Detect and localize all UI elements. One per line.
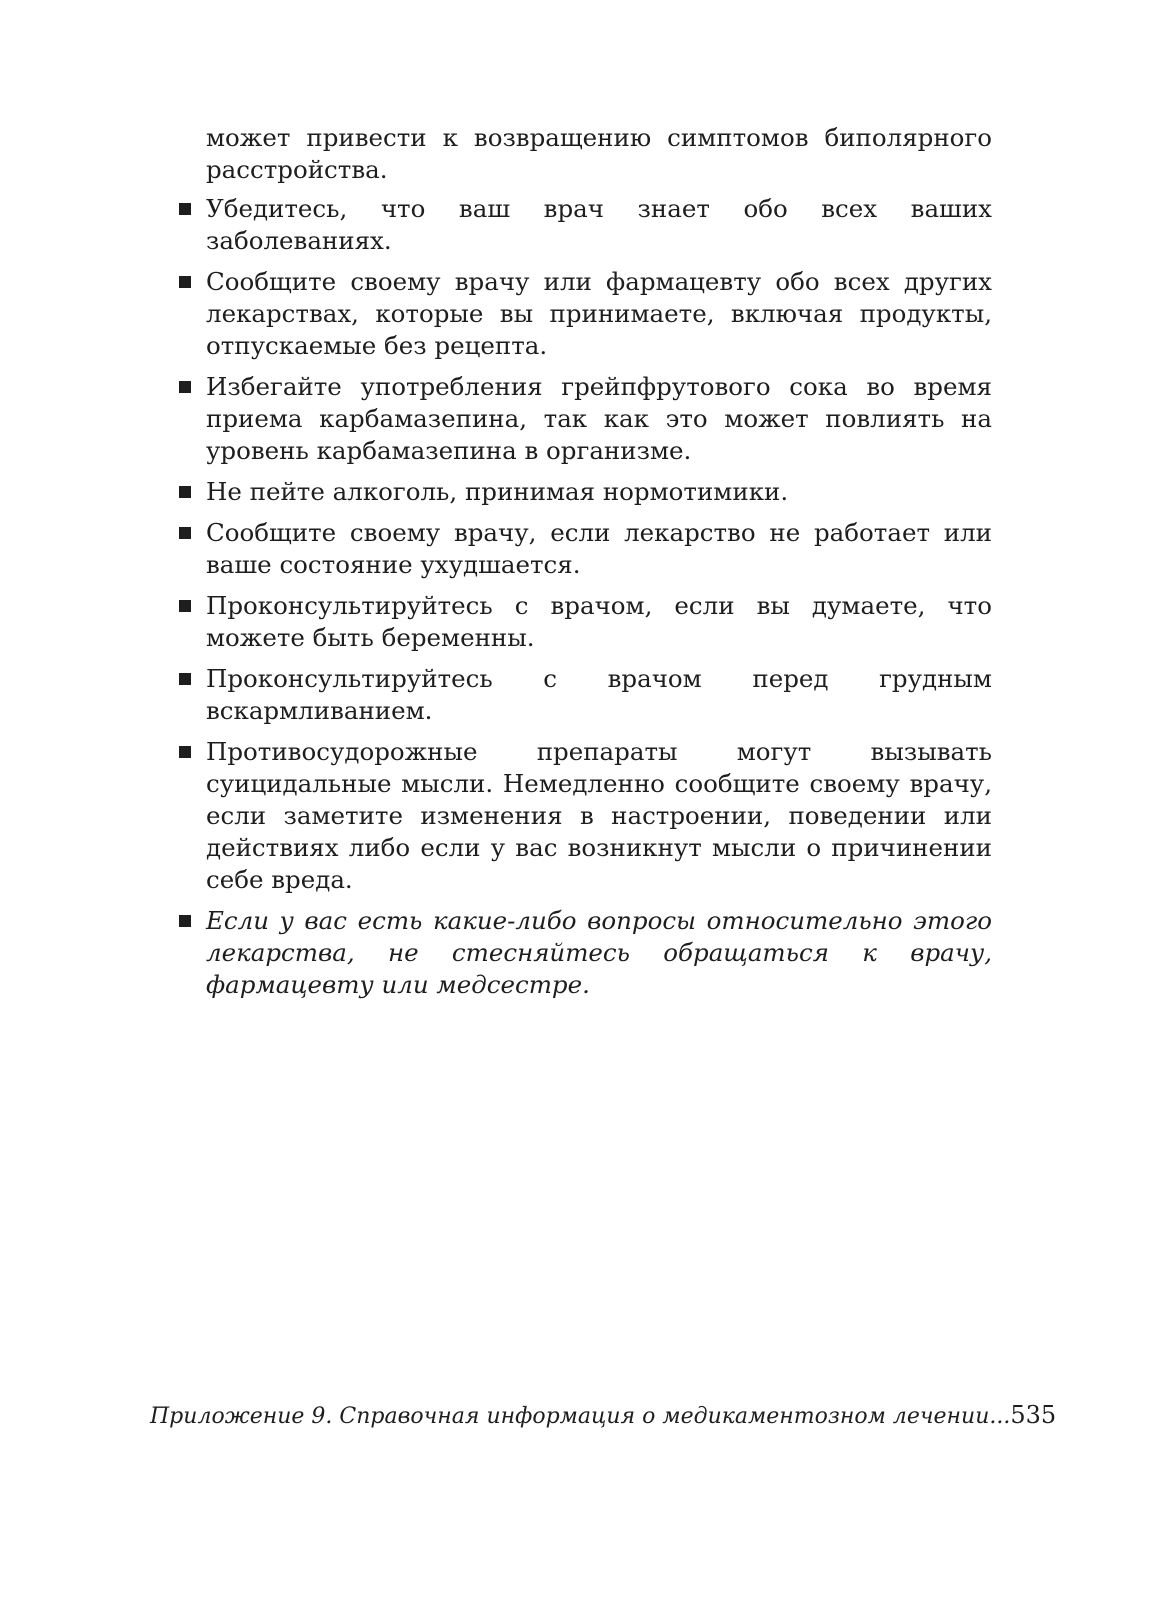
- continuation-paragraph: может привести к возвращению симптомов биполярного расстройства.: [206, 123, 992, 184]
- list-item-text: Проконсультируйтесь с врачом, если вы думаете, что можете быть беременны.: [206, 591, 992, 652]
- square-bullet-icon: [179, 203, 191, 215]
- list-item: [178, 517, 992, 581]
- list-item-text: Проконсультируйтесь с врачом перед грудным вскармливанием.: [206, 664, 992, 725]
- list-item-text: Противосудорожные препараты могут вызывать суицидальные мысли. Немедленно сообщите своему врачу, если заметите изменения в настроении, поведении или действиях либо если у вас возникнут мысли о причинении себе вреда.: [206, 737, 992, 894]
- page-number: 535: [1010, 1401, 1057, 1429]
- square-bullet-icon: [179, 381, 191, 393]
- list-item-text: Убедитесь, что ваш врач знает обо всех ваших заболеваниях.: [206, 194, 992, 255]
- page-body: [178, 122, 992, 1010]
- advice-list: [178, 193, 992, 1001]
- list-item: [178, 476, 992, 508]
- square-bullet-icon: [179, 746, 191, 758]
- list-item: [178, 736, 992, 896]
- running-title: Приложение 9. Справочная информация о медикаментозном лечении...: [150, 1404, 1011, 1429]
- list-item: [178, 590, 992, 654]
- list-item-text: Сообщите своему врачу или фармацевту обо всех других лекарствах, которые вы принимаете, включая продукты, отпускаемые без рецепта.: [206, 267, 992, 360]
- square-bullet-icon: [179, 486, 191, 498]
- list-item: [178, 663, 992, 727]
- list-item-text: Не пейте алкоголь, принимая нормотимики.: [206, 477, 789, 506]
- square-bullet-icon: [179, 527, 191, 539]
- square-bullet-icon: [179, 600, 191, 612]
- list-item: [178, 266, 992, 362]
- list-item-text: Избегайте употребления грейпфрутового сока во время приема карбамазепина, так как это может повлиять на уровень карбамазепина в организме.: [206, 372, 992, 465]
- square-bullet-icon: [179, 915, 191, 927]
- square-bullet-icon: [179, 673, 191, 685]
- list-item: [178, 193, 992, 257]
- square-bullet-icon: [179, 276, 191, 288]
- list-item: [178, 905, 992, 1001]
- list-item-text: Если у вас есть какие-либо вопросы относительно этого лекарства, не стесняйтесь обращаться к врачу, фармацевту или медсестре.: [206, 906, 992, 999]
- list-item-text: Сообщите своему врачу, если лекарство не работает или ваше состояние ухудшается.: [206, 518, 992, 579]
- list-item: [178, 371, 992, 467]
- page-footer: [150, 1400, 1057, 1432]
